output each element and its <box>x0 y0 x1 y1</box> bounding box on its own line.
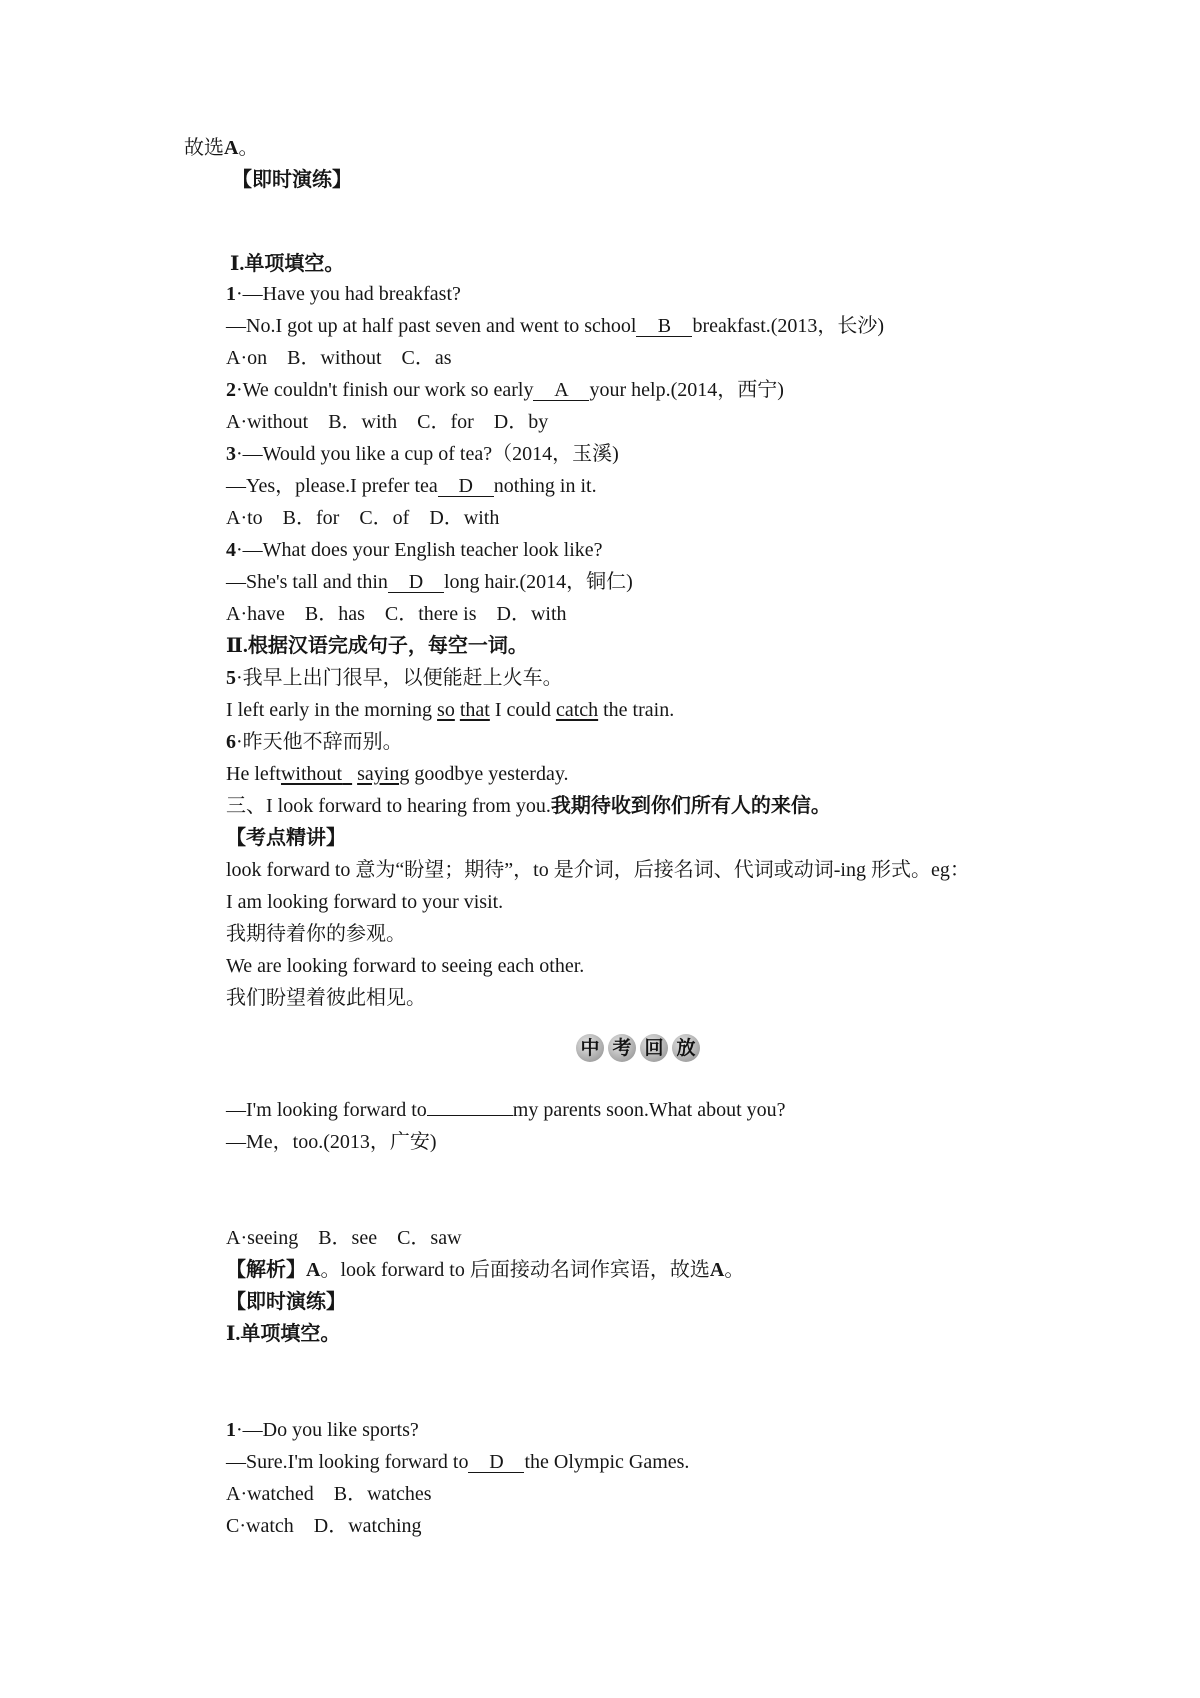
q2-question: 2·We couldn't finish our work so early A your help.(2014，西宁) <box>226 379 784 401</box>
q1-question: 1·—Have you had breakfast? <box>226 283 461 305</box>
key-point-heading: 【考点精讲】 <box>226 827 346 849</box>
q2-options: A·without B．with C．for D．by <box>226 411 549 433</box>
section-single-choice-2: Ⅰ.单项填空。 <box>226 1323 341 1345</box>
section-translation: Ⅱ.根据汉语完成句子，每空一词。 <box>226 635 528 657</box>
badge-char: 放 <box>672 1034 700 1062</box>
q1-blank: B <box>636 316 692 337</box>
exam-blank <box>427 1115 513 1116</box>
badge-char: 回 <box>640 1034 668 1062</box>
practice-heading-2: 【即时演练】 <box>226 1291 346 1313</box>
q3-question: 3·—Would you like a cup of tea?（2014，玉溪) <box>226 443 619 465</box>
exam-question-line-2: —Me，too.(2013，广安) <box>226 1131 437 1153</box>
section-single-choice: Ⅰ.单项填空。 <box>230 253 345 275</box>
q4-blank: D <box>388 572 444 593</box>
q5-chinese: 5·我早上出门很早，以便能赶上火车。 <box>226 667 563 689</box>
q2-blank: A <box>533 380 589 401</box>
q3-options: A·to B．for C．of D．with <box>226 507 500 529</box>
p1-blank: D <box>468 1452 524 1473</box>
p1-options-2: C·watch D．watching <box>226 1515 422 1537</box>
q3-blank: D <box>438 476 494 497</box>
q3-answer-line: —Yes，please.I prefer tea D nothing in it. <box>226 475 597 497</box>
q4-options: A·have B．has C．there is D．with <box>226 603 567 625</box>
exam-question-line-1: —I'm looking forward to my parents soon.What about you? <box>226 1099 786 1121</box>
p1-question: 1·—Do you like sports? <box>226 1419 419 1441</box>
q5-english: I left early in the morning so that I could catch the train. <box>226 699 675 721</box>
key-point-explanation: look forward to 意为“盼望；期待”，to 是介词，后接名词、代词或动词-ing 形式。eg： <box>226 859 970 881</box>
q4-question: 4·—What does your English teacher look like? <box>226 539 603 561</box>
q6-english: He leftwithout saying goodbye yesterday. <box>226 763 569 785</box>
practice-heading: 【即时演练】 <box>232 169 352 191</box>
q4-answer-line: —She's tall and thin D long hair.(2014，铜仁) <box>226 571 633 593</box>
p1-options-1: A·watched B．watches <box>226 1483 432 1505</box>
section-three-heading: 三、I look forward to hearing from you.我期待收到你们所有人的来信。 <box>226 795 831 817</box>
badge-char: 中 <box>576 1034 604 1062</box>
exam-options: A·seeing B．see C．saw <box>226 1227 462 1249</box>
q1-answer-line: —No.I got up at half past seven and went to school B breakfast.(2013，长沙) <box>226 315 885 337</box>
q1-options: A·on B．without C．as <box>226 347 452 369</box>
example-1-translation: 我期待着你的参观。 <box>226 923 406 945</box>
q6-chinese: 6·昨天他不辞而别。 <box>226 731 403 753</box>
example-2-translation: 我们盼望着彼此相见。 <box>226 987 426 1009</box>
p1-answer-line: —Sure.I'm looking forward to D the Olympic Games. <box>226 1451 690 1473</box>
example-1: I am looking forward to your visit. <box>226 891 504 913</box>
conclusion-line: 故选A。 <box>184 137 259 159</box>
example-2: We are looking forward to seeing each other. <box>226 955 585 977</box>
badge-char: 考 <box>608 1034 636 1062</box>
analysis-line: 【解析】A。look forward to 后面接动名词作宾语，故选A。 <box>226 1259 745 1281</box>
exam-review-badge <box>576 1034 700 1062</box>
